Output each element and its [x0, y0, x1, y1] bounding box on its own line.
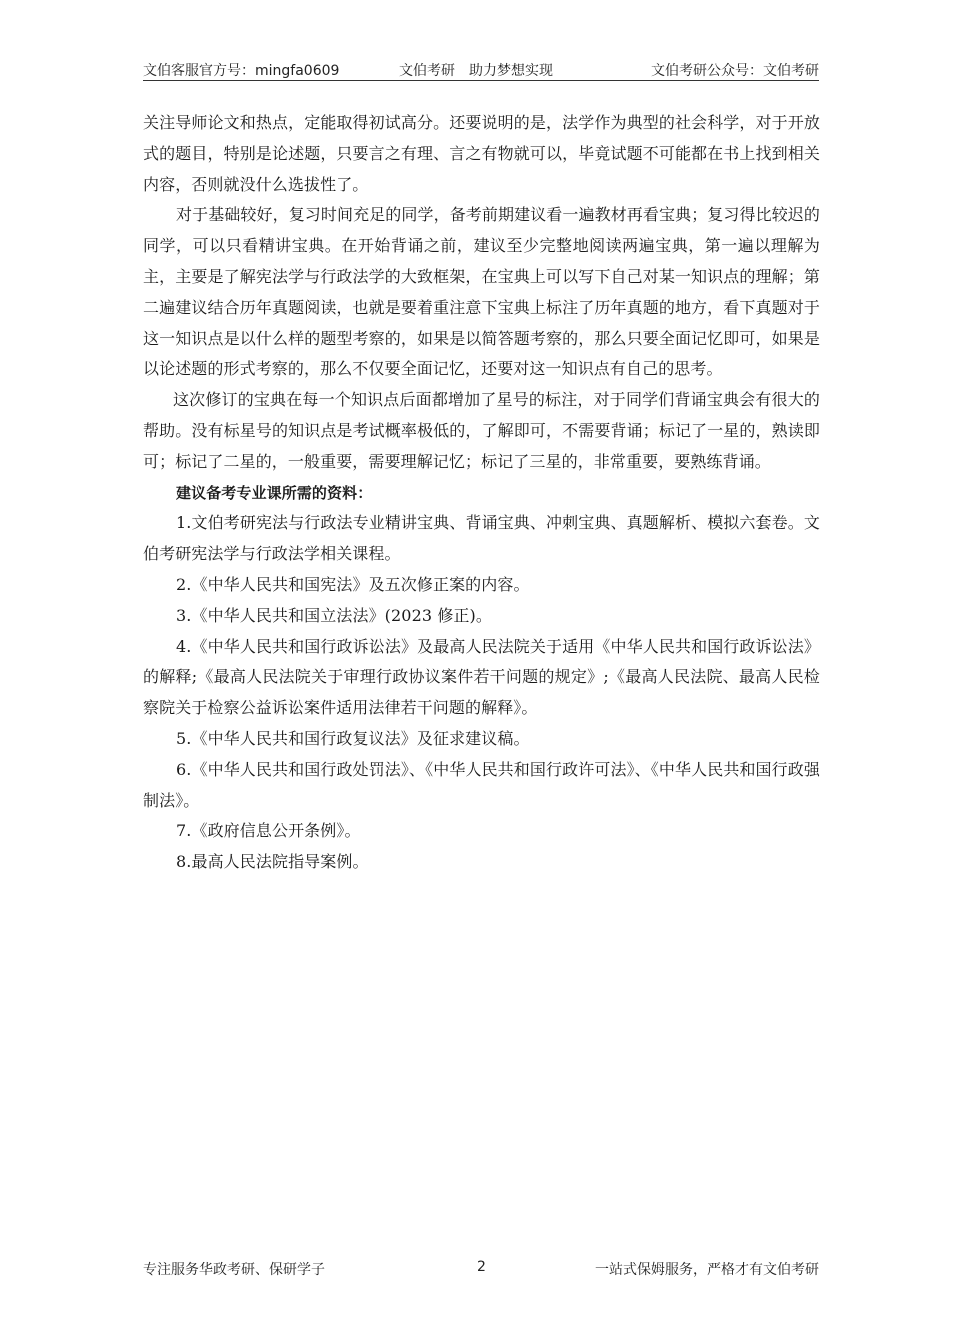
- page-number: 2: [477, 1259, 486, 1275]
- footer-tagline: 专注服务华政考研、保研学子: [143, 1262, 325, 1278]
- materials-list-item: 7.《政府信息公开条例》。: [176, 821, 361, 841]
- paragraph-star-marks: 这次修订的宝典在每一个知识点后面都增加了星号的标注，对于同学们背诵宝典会有很大的帮助。没有标星号的知识点是考试概率极低的，了解即可，不需要背诵；标记了一星的，熟读即可；标记了二星的，一般重要，需要理解记忆；标记了三星的，非常重要，要熟练背诵。: [143, 390, 820, 471]
- materials-list-item: 2.《中华人民共和国宪法》及五次修正案的内容。: [176, 574, 530, 594]
- materials-list-item: 1.文伯考研宪法与行政法专业精讲宝典、背诵宝典、冲刺宝典、真题解析、模拟六套卷。文伯考研宪法学与行政法学相关课程。: [143, 513, 820, 564]
- document-body: [143, 108, 820, 878]
- paragraph-review-advice: 对于基础较好，复习时间充足的同学，备考前期建议看一遍教材再看宝典；复习得比较迟的同学，可以只看精讲宝典。在开始背诵之前，建议至少完整地阅读两遍宝典，第一遍以理解为主，主要是了解宪法学与行政法学的大致框架，在宝典上可以写下自己对某一知识点的理解；第二遍建议结合历年真题阅读，也就是要着重注意下宝典上标注了历年真题的地方，看下真题对于这一知识点是以什么样的题型考察的，如果是以简答题考察的，那么只要全面记忆即可，如果是以论述题的形式考察的，那么不仅要全面记忆，还要对这一知识点有自己的思考。: [143, 205, 821, 379]
- materials-list-item: 4.《中华人民共和国行政诉讼法》及最高人民法院关于适用《中华人民共和国行政诉讼法》的解释;《最高人民法院关于审理行政协议案件若干问题的规定》;《最高人民法院、最高人民检察院关于检察公益诉讼案件适用法律若干问题的解释》。: [143, 636, 820, 718]
- page-footer: [143, 1259, 819, 1281]
- materials-list-item: 8.最高人民法院指导案例。: [176, 852, 369, 872]
- materials-list-item: 6.《中华人民共和国行政处罚法》、《中华人民共和国行政许可法》、《中华人民共和国行政强制法》。: [143, 759, 820, 810]
- header-public-account: 文伯考研公众号：文伯考研: [651, 63, 819, 79]
- materials-list-item: 3.《中华人民共和国立法法》(2023 修正)。: [176, 605, 492, 625]
- footer-slogan: 一站式保姆服务，严格才有文伯考研: [595, 1262, 819, 1278]
- paragraph-continuation: 关注导师论文和热点，定能取得初试高分。还要说明的是，法学作为典型的社会科学，对于开放式的题目，特别是论述题，只要言之有理、言之有物就可以，毕竟试题不可能都在书上找到相关内容，否则就没什么选拔性了。: [143, 113, 820, 194]
- header-service-account: 文伯客服官方号：mingfa0609: [143, 63, 340, 79]
- header-slogan: 文伯考研 助力梦想实现: [399, 63, 553, 79]
- materials-heading: 建议备考专业课所需的资料：: [176, 483, 373, 502]
- page-header: [143, 58, 819, 81]
- materials-list-item: 5.《中华人民共和国行政复议法》及征求建议稿。: [176, 728, 530, 748]
